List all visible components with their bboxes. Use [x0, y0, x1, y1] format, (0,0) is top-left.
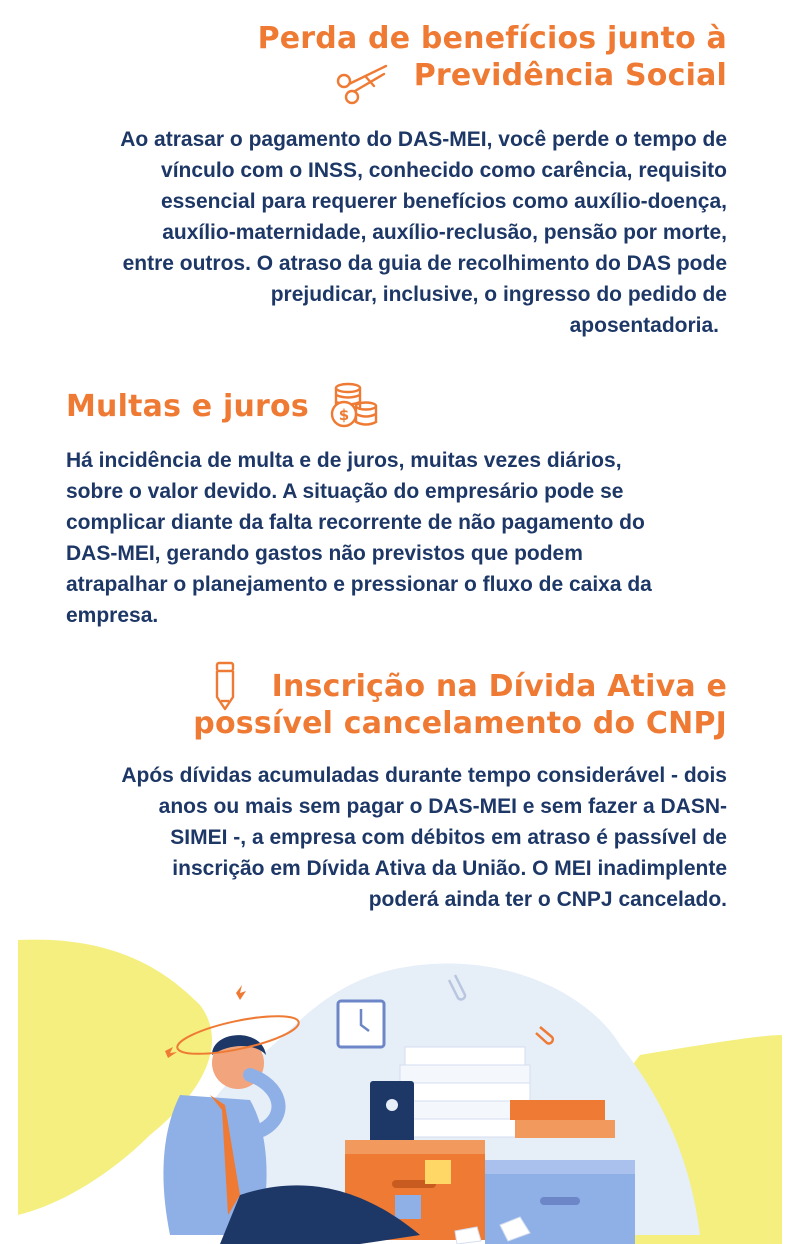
section-title-line: Previdência Social	[413, 58, 727, 93]
body-line: SIMEI -, a empresa com débitos em atraso é passível de	[170, 826, 727, 849]
body-line: Há incidência de multa e de juros, muitas vezes diários,	[66, 449, 622, 472]
section-title-divida	[87, 668, 727, 742]
body-line: DAS-MEI, gerando gastos não previstos que podem	[66, 542, 583, 565]
body-line: empresa.	[66, 604, 159, 627]
body-line: entre outros. O atraso da guia de recolhimento do DAS pode	[122, 252, 727, 275]
body-line: atrapalhar o planejamento e pressionar o fluxo de caixa da	[66, 573, 652, 596]
body-line: essencial para requerer benefícios como auxílio-doença,	[160, 190, 727, 213]
body-line: inscrição em Dívida Ativa da União. O MEI inadimplente	[172, 857, 727, 880]
body-line: vínculo com o INSS, conhecido como carência, requisito	[161, 159, 727, 182]
section-body-multas	[66, 445, 746, 631]
stressed-worker-illustration	[0, 935, 800, 1244]
body-line: Ao atrasar o pagamento do DAS-MEI, você perde o tempo de	[120, 128, 727, 151]
section-title-multas: Multas e juros	[66, 389, 309, 424]
section-title-line: Perda de benefícios junto à	[257, 21, 727, 56]
scissors-icon	[334, 60, 390, 106]
svg-text:$: $	[338, 406, 350, 424]
body-line: aposentadoria.	[569, 314, 719, 337]
body-line: Após dívidas acumuladas durante tempo considerável - dois	[121, 764, 727, 787]
coins-icon	[326, 380, 380, 430]
body-line: sobre o valor devido. A situação do empresário pode se	[66, 480, 624, 503]
body-line: prejudicar, inclusive, o ingresso do pedido de	[270, 283, 727, 306]
body-line: auxílio-maternidade, auxílio-reclusão, pensão por morte,	[162, 221, 727, 244]
body-line: poderá ainda ter o CNPJ cancelado.	[368, 888, 727, 911]
section-title-line: Inscrição na Dívida Ativa e	[271, 669, 727, 704]
section-body-divida	[47, 760, 727, 915]
section-body-previdencia	[47, 124, 727, 341]
body-line: complicar diante da falta recorrente de não pagamento do	[66, 511, 645, 534]
section-title-previdencia	[127, 20, 727, 94]
body-line: anos ou mais sem pagar o DAS-MEI e sem fazer a DASN-	[158, 795, 727, 818]
section-title-line: possível cancelamento do CNPJ	[193, 706, 727, 741]
